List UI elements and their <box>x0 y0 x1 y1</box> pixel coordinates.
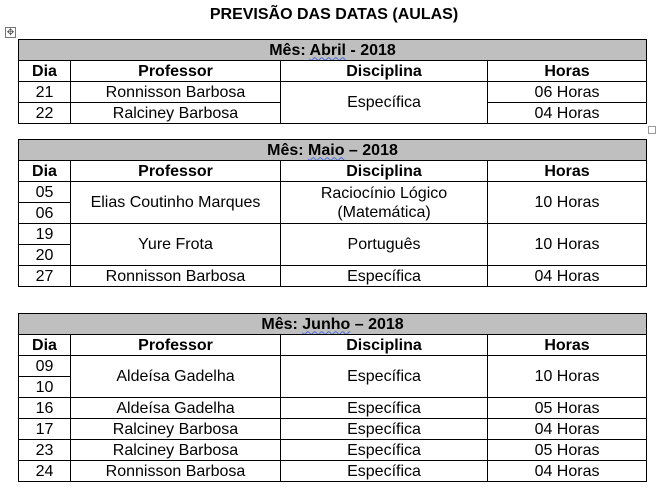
cell-horas: 10 Horas <box>488 182 647 224</box>
cell-dia: 16 <box>19 398 71 419</box>
month-name: Abril <box>309 41 346 59</box>
schedule-table-may <box>18 139 647 287</box>
month-name: Maio <box>308 141 345 159</box>
col-header-professor: Professor <box>71 161 281 182</box>
month-header: Mês: Junho – 2018 <box>19 314 647 335</box>
cell-dia: 09 <box>19 356 71 377</box>
cell-horas: 04 Horas <box>488 266 647 287</box>
cell-disciplina: Português <box>281 224 488 266</box>
cell-disciplina: Específica <box>281 440 488 461</box>
cell-disciplina: Específica <box>281 266 488 287</box>
month-header: Mês: Abril - 2018 <box>19 40 647 61</box>
month-header: Mês: Maio – 2018 <box>19 140 647 161</box>
cell-dia: 21 <box>19 82 71 103</box>
cell-dia: 17 <box>19 419 71 440</box>
table-row <box>19 440 647 461</box>
cell-disciplina: Raciocínio Lógico (Matemática) <box>281 182 488 224</box>
cell-horas: 04 Horas <box>488 419 647 440</box>
cell-dia: 22 <box>19 103 71 124</box>
month-header-row <box>19 40 647 61</box>
cell-dia: 27 <box>19 266 71 287</box>
col-header-disciplina: Disciplina <box>281 161 488 182</box>
cell-professor: Ronnisson Barbosa <box>71 461 281 482</box>
table-row <box>19 224 647 245</box>
cell-professor: Yure Frota <box>71 224 281 266</box>
cell-professor: Aldeísa Gadelha <box>71 356 281 398</box>
cell-dia: 05 <box>19 182 71 203</box>
cell-horas: 05 Horas <box>488 440 647 461</box>
cell-dia: 23 <box>19 440 71 461</box>
month-name: Junho <box>302 315 351 333</box>
cell-dia: 20 <box>19 245 71 266</box>
month-header-row <box>19 314 647 335</box>
cell-dia: 10 <box>19 377 71 398</box>
col-header-disciplina: Disciplina <box>281 335 488 356</box>
cell-disciplina: Específica <box>281 356 488 398</box>
table-row <box>19 182 647 203</box>
col-header-horas: Horas <box>488 335 647 356</box>
cell-dia: 06 <box>19 203 71 224</box>
table-row <box>19 82 647 103</box>
column-header-row <box>19 61 647 82</box>
table-row <box>19 398 647 419</box>
schedule-table-june <box>18 313 647 482</box>
col-header-dia: Dia <box>19 161 71 182</box>
cell-disciplina: Específica <box>281 461 488 482</box>
table-row <box>19 356 647 377</box>
column-header-row <box>19 161 647 182</box>
cell-horas: 05 Horas <box>488 398 647 419</box>
cell-professor: Ralciney Barbosa <box>71 103 281 124</box>
cell-professor: Ralciney Barbosa <box>71 440 281 461</box>
cell-disciplina: Específica <box>281 419 488 440</box>
cell-professor: Ronnisson Barbosa <box>71 82 281 103</box>
col-header-professor: Professor <box>71 335 281 356</box>
cell-dia: 19 <box>19 224 71 245</box>
cell-horas: 04 Horas <box>488 461 647 482</box>
month-header-row <box>19 140 647 161</box>
schedule-table-april <box>18 39 647 124</box>
cell-horas: 04 Horas <box>488 103 647 124</box>
table-resize-handle[interactable] <box>648 126 656 134</box>
table-row <box>19 461 647 482</box>
column-header-row <box>19 335 647 356</box>
cell-horas: 10 Horas <box>488 224 647 266</box>
cell-professor: Aldeísa Gadelha <box>71 398 281 419</box>
col-header-horas: Horas <box>488 61 647 82</box>
cell-disciplina: Específica <box>281 398 488 419</box>
cell-horas: 10 Horas <box>488 356 647 398</box>
cell-professor: Ralciney Barbosa <box>71 419 281 440</box>
col-header-disciplina: Disciplina <box>281 61 488 82</box>
cell-dia: 24 <box>19 461 71 482</box>
cell-professor: Ronnisson Barbosa <box>71 266 281 287</box>
col-header-horas: Horas <box>488 161 647 182</box>
cell-horas: 06 Horas <box>488 82 647 103</box>
table-row <box>19 419 647 440</box>
table-row <box>19 266 647 287</box>
page-title: PREVISÃO DAS DATAS (AULAS) <box>209 6 459 23</box>
col-header-professor: Professor <box>71 61 281 82</box>
cell-disciplina: Específica <box>281 82 488 124</box>
col-header-dia: Dia <box>19 61 71 82</box>
col-header-dia: Dia <box>19 335 71 356</box>
cell-professor: Elias Coutinho Marques <box>71 182 281 224</box>
table-move-handle-icon[interactable]: ✥ <box>6 27 15 37</box>
